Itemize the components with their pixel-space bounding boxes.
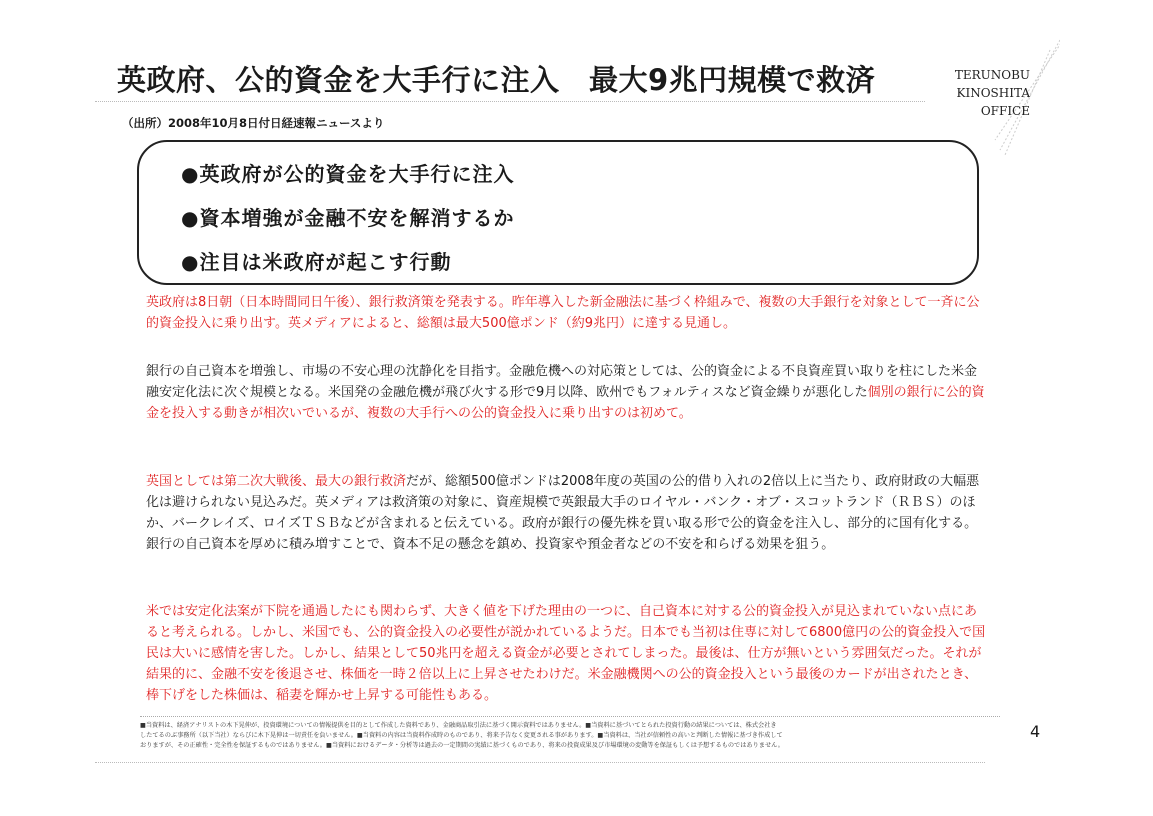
- paragraph-2-black-text: 銀行の自己資本を増強し、市場の不安心理の沈静化を目指す。金融危機への対応策としては、公的資金による不良資産買い取りを柱にした米金融安定化法に次ぐ規模となる。米国発の金融危機が飛び火する形で9月以降、欧州でもフォルティスなど資金繰りが悪化した: [146, 364, 977, 400]
- paragraph-3-red-text: 英国としては第二次大戦後、最大の銀行救済: [146, 474, 407, 489]
- page-number: 4: [1030, 722, 1041, 741]
- footer-top-divider: [140, 716, 1000, 717]
- paragraph-2: [146, 361, 988, 424]
- disclaimer-line-2: したてるのぶ事務所（以下当社）ならびに木下晃伸は一切責任を負いません。■当資料の内容は当資料作成時のものであり、将来予告なく変更される事があります。■当資料は、当社が信頼性の高いと判断した情報に基づき作成して: [140, 732, 783, 739]
- paragraph-4: [146, 601, 988, 706]
- source-citation: （出所）2008年10月8日付日経速報ニュースより: [122, 116, 385, 130]
- summary-bullet: ●英政府が公的資金を大手行に注入: [181, 162, 515, 186]
- paragraph-1: [146, 292, 988, 334]
- logo-line-3: OFFICE: [980, 104, 1030, 118]
- paragraph-1-red-text: 英政府は8日朝（日本時間同日午後）、銀行救済策を発表する。昨年導入した新金融法に基づく枠組みで、複数の大手銀行を対象として一斉に公的資金投入に乗り出す。英メディアによると、総額は最大500億ポンド（約9兆円）に達する見通し。: [146, 295, 980, 331]
- paragraph-3-black-text: だが、総額500億ポンドは2008年度の英国の公的借り入れの2倍以上に当たり、政府財政の大幅悪化は避けられない見込みだ。英メディアは救済策の対象に、資産規模で英銀最大手のロイヤル・バンク・オブ・スコットランド（ＲＢＳ）のほか、バークレイズ、ロイズＴＳＢなどが含まれると伝えている。政府が銀行の優先株を買い取る形で公的資金を注入し、部分的に国有化する。銀行の自己資本を厚めに積み増すことで、資本不足の懸念を鎮め、投資家や預金者などの不安を和らげる効果を狙う。: [146, 474, 980, 552]
- logo-line-2: KINOSHITA: [956, 86, 1030, 100]
- logo-line-1: TERUNOBU: [954, 68, 1030, 82]
- disclaimer-line-3: おりますが、その正確性・完全性を保証するものではありません。■当資料におけるデータ・分析等は過去の一定期間の実績に基づくものであり、将来の投資成果及び市場環境の変動等を保証もしくは予想するものではありません。: [140, 742, 784, 749]
- summary-bullet: ●資本増強が金融不安を解消するか: [181, 206, 515, 230]
- paragraph-2-red-text: 個別の銀行に公的資金を投入する動きが相次いでいるが、複数の大手行への公的資金投入に乗り出すのは初めて。: [146, 385, 985, 421]
- disclaimer: [140, 721, 1000, 751]
- office-logo: [900, 66, 1030, 120]
- paragraph-3: [146, 471, 988, 555]
- title-divider: [95, 101, 925, 102]
- disclaimer-line-1: ■当資料は、経済アナリストの木下晃伸が、投資環境についての情報提供を目的として作成した資料であり、金融商品取引法に基づく開示資料ではありません。■当資料に基づいてとられた投資行動の結果については、株式会社き: [140, 722, 777, 729]
- paragraph-4-red-text: 米では安定化法案が下院を通過したにも関わらず、大きく値を下げた理由の一つに、自己資本に対する公的資金投入が見込まれていない点にあると考えられる。しかし、米国でも、公的資金投入の必要性が説かれているようだ。日本でも当初は住専に対して6800億円の公的資金投入で国民は大いに感情を害した。しかし、結果として50兆円を超える資金が必要とされてしまった。最後は、仕方が無いという雰囲気だった。それが結果的に、金融不安を後退させ、株価を一時２倍以上に上昇させたわけだ。米金融機関への公的資金投入という最後のカードが出されたとき、棒下げをした株価は、稲妻を輝かせ上昇する可能性もある。: [146, 604, 986, 703]
- summary-bullet: ●注目は米政府が起こす行動: [181, 250, 452, 274]
- footer-divider: [95, 762, 985, 763]
- page-title: 英政府、公的資金を大手行に注入 最大9兆円規模で救済: [117, 63, 876, 97]
